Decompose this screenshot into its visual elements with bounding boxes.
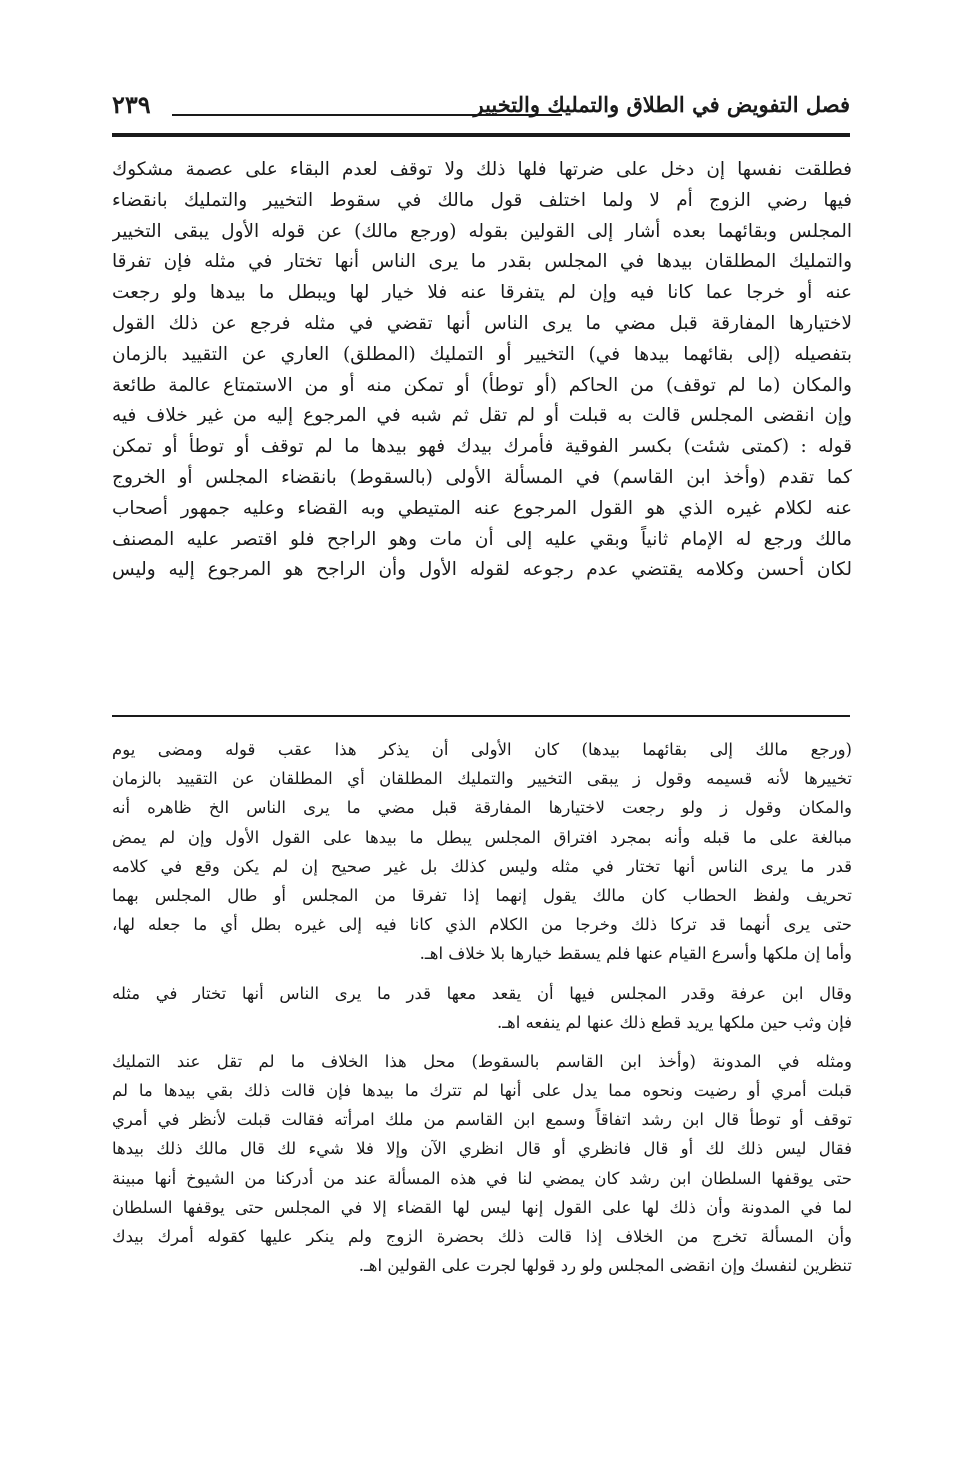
main-line: كما تقدم (وأخذ ابن القاسم) في المسألة الأولى (بالسقوط) بانقضاء المجلس أو الخروج [112, 466, 852, 488]
note-line: قبلت أمري أو رضيت ونحوه مما يدل على أنها لم تترك ما بيدها فإن قالت ذلك بقي بيدها ما لم [112, 1081, 852, 1101]
note-line: حتى يوقفها السلطان ابن رشد كان يمضي لنا في هذه المسألة عند من أدركنا من الشيوخ أنها مبينة [112, 1168, 852, 1188]
page-number: ٢٣٩ [112, 90, 151, 119]
header-dash-line [172, 114, 562, 116]
header-rule [112, 133, 850, 137]
note-line: تخييرها لأنه قسيمه وقول ز يبقى التخيير والتمليك المطلقان أي المطلقان عن التقييد بالزمان [112, 769, 852, 789]
note-line: تنظرين لنفسك وإن انقضى المجلس ولو رد قولها لجرت على القولين اهـ. [358, 1256, 852, 1276]
main-line: وإن انقضى المجلس قالت به قبلت أو لم تقل ثم شبه في المرجوع إليه من غير خلاف فيه [112, 405, 852, 427]
main-line: والمكان (ما لم توقف) من الحاكم (أو توطأ) أو تمكن منه أو من الاستمتاع عالمة طائعة [112, 374, 852, 396]
note-paragraph [112, 979, 852, 1037]
note-line: والمكان وقول ز ولو رجعت لاختيارها المفارقة قبل مضي ما يرى الناس الخ ظاهره أنه [112, 798, 852, 818]
note-line: وقال ابن عرفة وقدر المجلس فيها أن يقعد معها قدر ما يرى الناس أنها تختار في مثله [112, 983, 852, 1003]
main-line: والتمليك المطلقان بيدها في المجلس بقدر ما يرى الناس أنها تختار في مثله فإن تفرقا [112, 251, 852, 273]
note-line: (ورجع مالك إلى بقائهما بيدها) كان الأولى أن يذكر هذا عقب قوله ومضى يوم [112, 740, 852, 759]
note-line: تحريف ولفظ الحطاب كان مالك يقول إنهما إذا تفرقا من المجلس أو طال المجلس بهما [112, 885, 852, 905]
note-line: توقف أو توطأ قال ابن رشد اتفاقاً وسمع ابن القاسم من ملك امرأته فقالت قبلت لأنظر في أمري [112, 1110, 852, 1130]
note-line: لما في المدونة وأن ذلك لها على القول إنها ليس لها القضاء إلا في المجلس حتى يوقفها السلطان [112, 1197, 852, 1217]
note-line: قدر ما يرى الناس أنها تختار في مثله وليس كذلك بل غير صحيح إن لم يكن وقع في كلامه [112, 856, 852, 876]
footnote-separator [112, 715, 850, 717]
main-line: فيها رضي الزوج أم لا ولما اختلف قول مالك في سقوط التخيير والتمليك بانقضاء [112, 189, 852, 211]
commentary-notes [112, 735, 852, 1280]
main-line: المجلس وبقائهما بعده أشار إلى القولين بقوله (ورجع مالك) عن قوله الأول يبقى التخيير [112, 220, 852, 242]
main-line: لكان أحسن وكلامه يقتضي عدم رجوعه لقوله الأول وأن الراجح هو المرجوع إليه وليس [112, 559, 852, 581]
main-line: قوله : (كمتى شئت) بكسر الفوقية فأمرك بيدك فهو بيدها ما لم توقف أو توطأ أو تمكن [112, 436, 852, 458]
main-line: مالك ورجع له الإمام ثانياً وبقي عليه إلى أن مات وهو الراجح فلو اقتصر عليه المصنف [112, 528, 852, 550]
main-line: عنه لكلام غيره الذي هو القول المرجوع عنه المتيطي وبه القضاء وعليه جمهور أصحاب [112, 497, 852, 519]
note-line: فإن وثب حين ملكها يريد قطع ذلك عنها لم ينفعه اهـ. [496, 1012, 852, 1032]
chapter-title: فصل التفويض في الطلاق والتمليك والتخيير [473, 92, 850, 117]
note-line: وأن المسألة تخرج من الخلاف إذا قالت ذلك بحضرة الزوج ولم ينكر عليها كقوله أمرك بيدك [112, 1227, 852, 1246]
main-text [112, 155, 852, 586]
main-line: لاختيارها المفارقة قبل مضي ما يرى الناس أنها تقضي في مثله فرجع عن ذلك القول [112, 312, 852, 334]
note-line: مبالغة على ما قبله وأنه بمجرد افتراق المجلس يبطل ما بيدها على القول الأول وإن لم يمض [112, 827, 852, 847]
main-line: بتفصيله (إلى بقائهما بيدها في) التخيير أو التمليك (المطلق) العاري عن التقييد بالزمان [112, 343, 852, 365]
note-line: حتى يرى أنهما قد تركا ذلك وخرجا من الكلام الذي كانا فيه إلى غيره بطل أي ما جعله لها، [112, 915, 852, 935]
main-line: عنه أو خرجا عما كانا فيه وإن لم يتفرقا عنه فلا خيار لها ويبطل ما بيدها ولو رجعت [112, 282, 852, 304]
note-paragraph [112, 1047, 852, 1281]
note-line: وأما إن ملكها وأسرع القيام عنها فلم يسقط خيارها بلا خلاف اهـ. [419, 944, 852, 964]
running-header [112, 90, 850, 130]
main-line: فطلقت نفسها إن دخل على ضرتها فلها ذلك ولا توقف لعدم البقاء على عصمة مشكوك [112, 159, 852, 180]
note-paragraph [112, 735, 852, 969]
note-line: فقال ليس ذلك لك أو قال فانظري أو قال انظري الآن وإلا فلا شيء لك قال مالك ذلك بيدها [112, 1139, 852, 1159]
note-line: ومثله في المدونة (وأخذ ابن القاسم بالسقوط) محل هذا الخلاف ما لم تقل عند التمليك [112, 1051, 852, 1071]
